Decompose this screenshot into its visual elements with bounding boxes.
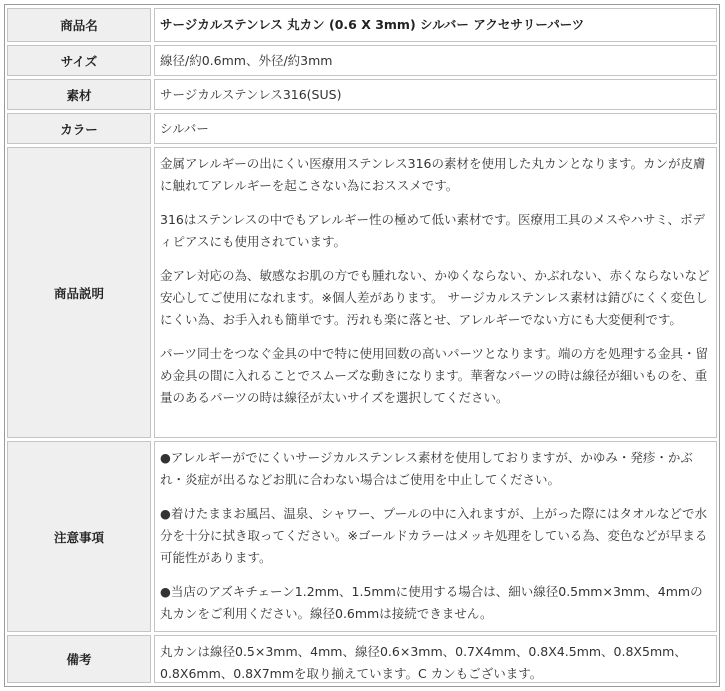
spec-value <box>154 45 717 76</box>
spec-value <box>154 8 717 42</box>
spec-value <box>154 79 717 110</box>
spec-row-description <box>7 147 717 438</box>
spec-label: 注意事項 <box>7 441 151 632</box>
spec-value <box>154 635 717 683</box>
description-paragraph: 金アレ対応の為、敏感なお肌の方でも腫れない、かゆくならない、かぶれない、赤くならないなど安心してご使用になれます。※個人差があります。 サージカルステンレス素材は錆びにくく変色しにくい為、お手入れも簡単です。汚れも楽に落とせ、アレルギーでない方にも大変便利です。 <box>160 268 710 327</box>
spec-value <box>154 113 717 144</box>
spec-row-size <box>7 45 717 76</box>
spec-label: 商品名 <box>7 8 151 42</box>
material-value: サージカルステンレス316(SUS) <box>160 86 342 102</box>
spec-label: カラー <box>7 113 151 144</box>
spec-row-notes <box>7 441 717 632</box>
product-spec-table <box>4 4 720 687</box>
caution-paragraph: ●着けたままお風呂、温泉、シャワー、プールの中に入れますが、上がった際にはタオルなどで水分を十分に拭き取ってください。※ゴールドカラーはメッキ処理をしている為、変色などが早まる可能性があります。 <box>160 506 708 565</box>
spec-label: 備考 <box>7 635 151 683</box>
spec-value <box>154 147 717 438</box>
description-paragraph: パーツ同士をつなぐ金具の中で特に使用回数の高いパーツとなります。端の方を処理する金具・留め金具の間に入れることでスムーズな動きになります。華奢なパーツの時は線径が細いものを、重量のあるパーツの時は線径が太いサイズを選択してください。 <box>160 346 709 405</box>
product-name: サージカルステンレス 丸カン (0.6 X 3mm) シルバー アクセサリーパーツ <box>160 17 585 32</box>
spec-row-product-name <box>7 8 717 42</box>
spec-value <box>154 441 717 632</box>
spec-label: 商品説明 <box>7 147 151 438</box>
remarks-text: 丸カンは線径0.5×3mm、4mm、線径0.6×3mm、0.7X4mm、0.8X4.5mm、0.8X5mm、0.8X6mm、0.8X7mmを取り揃えています。C カンもございます。 <box>160 644 687 681</box>
caution-paragraph: ●当店のアズキチェーン1.2mm、1.5mmに使用する場合は、細い線径0.5mm×3mm、4mmの丸カンをご利用ください。線径0.6mmは接続できません。 <box>160 584 703 621</box>
spec-row-color <box>7 113 717 144</box>
spec-row-remarks <box>7 635 717 683</box>
spec-row-material <box>7 79 717 110</box>
size-value: 線径/約0.6mm、外径/約3mm <box>160 52 333 68</box>
caution-paragraph: ●アレルギーがでにくいサージカルステンレス素材を使用しておりますが、かゆみ・発疹・かぶれ・炎症が出るなどお肌に合わない場合はご使用を中止してください。 <box>160 450 693 487</box>
spec-label: サイズ <box>7 45 151 76</box>
color-value: シルバー <box>160 120 209 136</box>
description-paragraph: 金属アレルギーの出にくい医療用ステンレス316の素材を使用した丸カンとなります。カンが皮膚に触れてアレルギーを起こさない為におススメです。 <box>160 156 706 193</box>
spec-label: 素材 <box>7 79 151 110</box>
description-paragraph: 316はステンレスの中でもアレルギー性の極めて低い素材です。医療用工具のメスやハサミ、ボディピアスにも使用されています。 <box>160 212 705 249</box>
